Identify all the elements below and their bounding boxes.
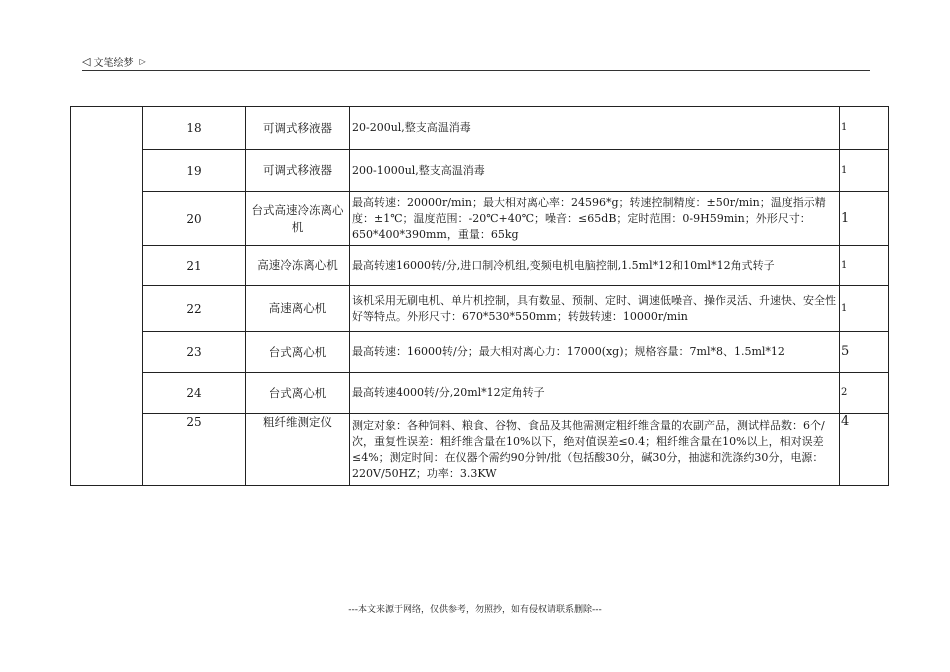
item-spec: 20-200ul,整支高温消毒 xyxy=(350,107,840,150)
item-qty: 1 xyxy=(840,150,889,192)
item-qty: 2 xyxy=(840,373,889,414)
item-qty: 1 xyxy=(840,192,889,246)
item-spec: 该机采用无刷电机、单片机控制，具有数显、预制、定时、调速低噪音、操作灵活、升速快、安全性好等特点。外形尺寸：670*530*550mm；转鼓转速：10000r/min xyxy=(350,286,840,332)
item-qty: 1 xyxy=(840,286,889,332)
item-name: 台式离心机 xyxy=(246,332,350,373)
page-header xyxy=(82,52,870,71)
item-name: 高速离心机 xyxy=(246,286,350,332)
row-number: 25 xyxy=(143,414,246,486)
table-row xyxy=(71,286,889,332)
item-name: 台式高速冷冻离心机 xyxy=(246,192,350,246)
item-spec: 最高转速4000转/分,20ml*12定角转子 xyxy=(350,373,840,414)
table-row xyxy=(71,373,889,414)
item-qty: 4 xyxy=(840,414,889,486)
item-qty: 5 xyxy=(840,332,889,373)
table-row xyxy=(71,192,889,246)
header-title: 文笔绘梦 xyxy=(93,57,134,69)
table-row xyxy=(71,150,889,192)
item-name: 高速冷冻离心机 xyxy=(246,246,350,286)
item-spec: 最高转速：20000r/min；最大相对离心率：24596*g；转速控制精度：±50r/min；温度指示精度：±1℃；温度范围：-20℃+40℃；噪音：≤65dB；定时范围：0-9H59min；外形尺寸：650*400*390mm，重量：65kg xyxy=(350,192,840,246)
equipment-table xyxy=(70,106,889,486)
item-name: 粗纤维测定仪 xyxy=(246,414,350,486)
item-name: 台式离心机 xyxy=(246,373,350,414)
item-qty: 1 xyxy=(840,246,889,286)
table-row xyxy=(71,246,889,286)
blank-category-cell xyxy=(71,107,143,486)
row-number: 23 xyxy=(143,332,246,373)
triangle-right-icon: ▷ xyxy=(139,56,146,66)
row-number: 18 xyxy=(143,107,246,150)
row-number: 24 xyxy=(143,373,246,414)
row-number: 20 xyxy=(143,192,246,246)
row-number: 22 xyxy=(143,286,246,332)
footer-disclaimer: ---本文来源于网络，仅供参考，勿照抄，如有侵权请联系删除--- xyxy=(348,605,602,615)
row-number: 19 xyxy=(143,150,246,192)
item-spec: 最高转速：16000转/分；最大相对离心力：17000(xg)；规格容量：7ml*8、1.5ml*12 xyxy=(350,332,840,373)
triangle-left-icon: ◁ xyxy=(82,54,91,68)
item-spec: 200-1000ul,整支高温消毒 xyxy=(350,150,840,192)
item-spec: 测定对象：各种饲料、粮食、谷物、食品及其他需测定粗纤维含量的农副产品，测试样品数：6个/次，重复性误差：粗纤维含量在10%以下，绝对值误差≤0.4；粗纤维含量在10%以上，相对误差≤4%；测定时间：在仪器个需约90分钟/批（包括酸30分，碱30分，抽滤和洗涤约30分，电源：220V/50HZ；功率：3.3KW xyxy=(350,414,840,486)
item-name: 可调式移液器 xyxy=(246,107,350,150)
item-name: 可调式移液器 xyxy=(246,150,350,192)
table-row xyxy=(71,107,889,150)
item-qty: 1 xyxy=(840,107,889,150)
row-number: 21 xyxy=(143,246,246,286)
item-spec: 最高转速16000转/分,进口制冷机组,变频电机电脑控制,1.5ml*12和10ml*12角式转子 xyxy=(350,246,840,286)
table-row xyxy=(71,414,889,486)
table-row xyxy=(71,332,889,373)
